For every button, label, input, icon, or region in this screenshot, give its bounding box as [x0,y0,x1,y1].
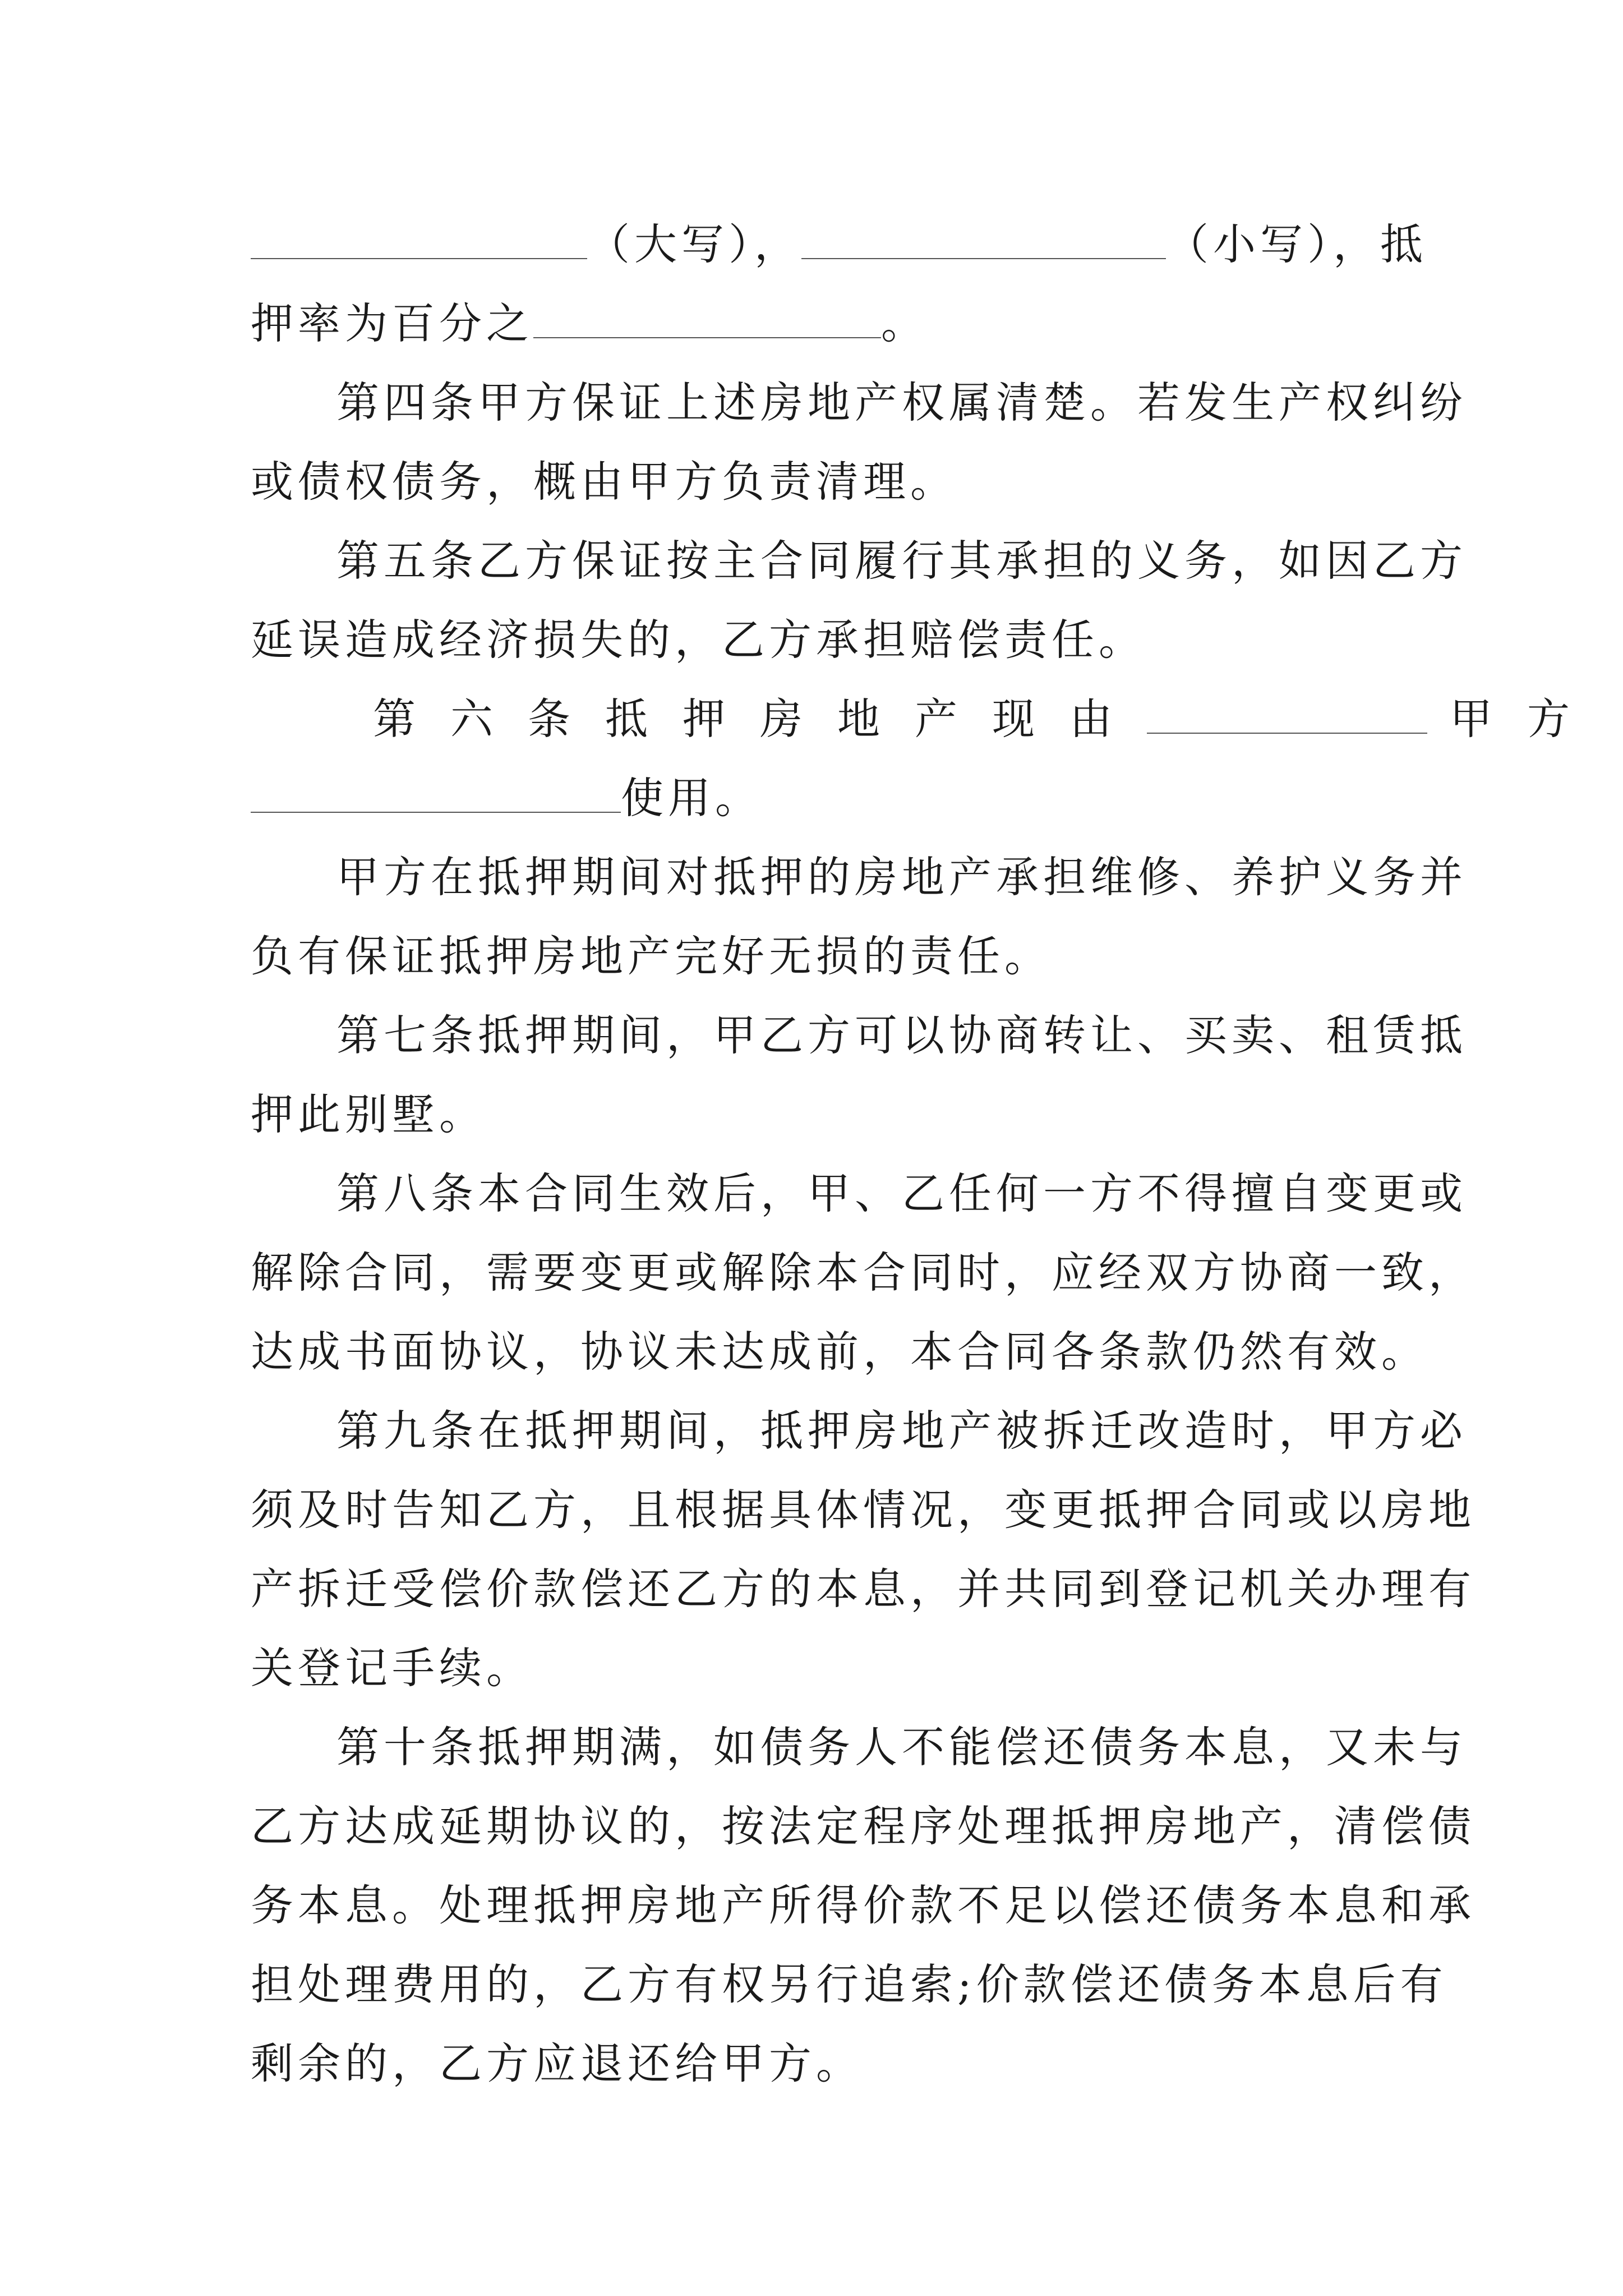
line-11 [336,996,1467,1075]
text-article-9-p2: 须及时告知乙方，且根据具体情况，变更抵押合同或以房地 [251,1485,1476,1535]
text-period: 。 [881,298,928,348]
line-9 [336,838,1467,917]
line-18 [251,1550,1476,1628]
line-23 [251,1945,1447,2024]
line-5 [336,522,1467,600]
text-article-10-p5: 剩余的，乙方应退还给甲方。 [251,2039,863,2088]
text-article-9-p4: 关登记手续。 [251,1643,533,1693]
text-article-7-p1: 第七条抵押期间，甲乙方可以协商转让、买卖、租赁抵 [336,1010,1467,1060]
text-article-4-p1: 第四条甲方保证上述房地产权属清楚。若发生产权纠纷 [336,378,1467,427]
text-article-5-p1: 第五条乙方保证按主合同履行其承担的义务，如因乙方 [336,536,1467,586]
line-7 [373,680,1604,758]
text-article-9-p3: 产拆迁受偿价款偿还乙方的本息，并共同到登记机关办理有 [251,1564,1476,1614]
text-maintenance-p2: 负有保证抵押房地产完好无损的责任。 [251,931,1052,981]
line-2 [251,284,1378,363]
line-3 [336,364,1467,442]
blank-usage[interactable] [251,778,621,813]
line-12 [251,1075,1378,1154]
blank-lowercase-amount[interactable] [801,224,1166,259]
line-14 [251,1234,1476,1312]
text-article-7-p2: 押此别墅。 [251,1089,486,1139]
line-19 [251,1629,1378,1708]
text-article-10-p2: 乙方达成延期协议的，按法定程序处理抵押房地产，清偿债 [251,1801,1476,1851]
text-maintenance-p1: 甲方在抵押期间对抵押的房地产承担维修、养护义务并 [336,852,1467,902]
line-21 [251,1787,1476,1866]
line-10 [251,917,1378,996]
text-article-8-p1: 第八条本合同生效后，甲、乙任何一方不得擅自变更或 [336,1168,1467,1218]
blank-uppercase-amount[interactable] [251,224,587,259]
text-article-6: 第六条抵押房地产现由 [373,694,1147,744]
text-usage: 使用。 [621,773,762,823]
text-article-8-p3: 达成书面协议，协议未达成前，本合同各条款仍然有效。 [251,1327,1428,1377]
text-lowercase-label: （小写），抵 [1166,219,1427,269]
line-8 [251,759,1378,838]
text-mortgage-rate: 押率为百分之 [251,298,533,348]
text-article-5-p2: 延误造成经济损失的，乙方承担赔偿责任。 [251,615,1146,665]
line-24 [251,2024,1378,2103]
line-22 [251,1866,1476,1945]
text-uppercase-label: （大写）， [587,219,801,269]
line-20 [336,1708,1467,1787]
line-15 [251,1313,1428,1391]
text-article-10-p3: 务本息。处理抵押房地产所得价款不足以偿还债务本息和承 [251,1880,1476,1930]
text-article-10-p4: 担处理费用的，乙方有权另行追索;价款偿还债务本息后有 [251,1959,1447,2009]
text-party-a: 甲方 [1450,694,1604,744]
text-article-9-p1: 第九条在抵押期间，抵押房地产被拆迁改造时，甲方必 [336,1406,1467,1456]
line-17 [251,1471,1476,1549]
text-article-4-p2: 或债权债务，概由甲方负责清理。 [251,457,957,507]
blank-mortgage-rate[interactable] [533,303,881,338]
line-13 [336,1154,1467,1233]
text-article-10-p1: 第十条抵押期满，如债务人不能偿还债务本息，又未与 [336,1722,1467,1772]
line-1 [251,205,1427,284]
line-6 [251,601,1378,679]
line-16 [336,1392,1467,1470]
blank-user[interactable] [1147,699,1427,734]
text-article-8-p2: 解除合同，需要变更或解除本合同时，应经双方协商一致， [251,1248,1476,1297]
line-4 [251,443,1378,521]
